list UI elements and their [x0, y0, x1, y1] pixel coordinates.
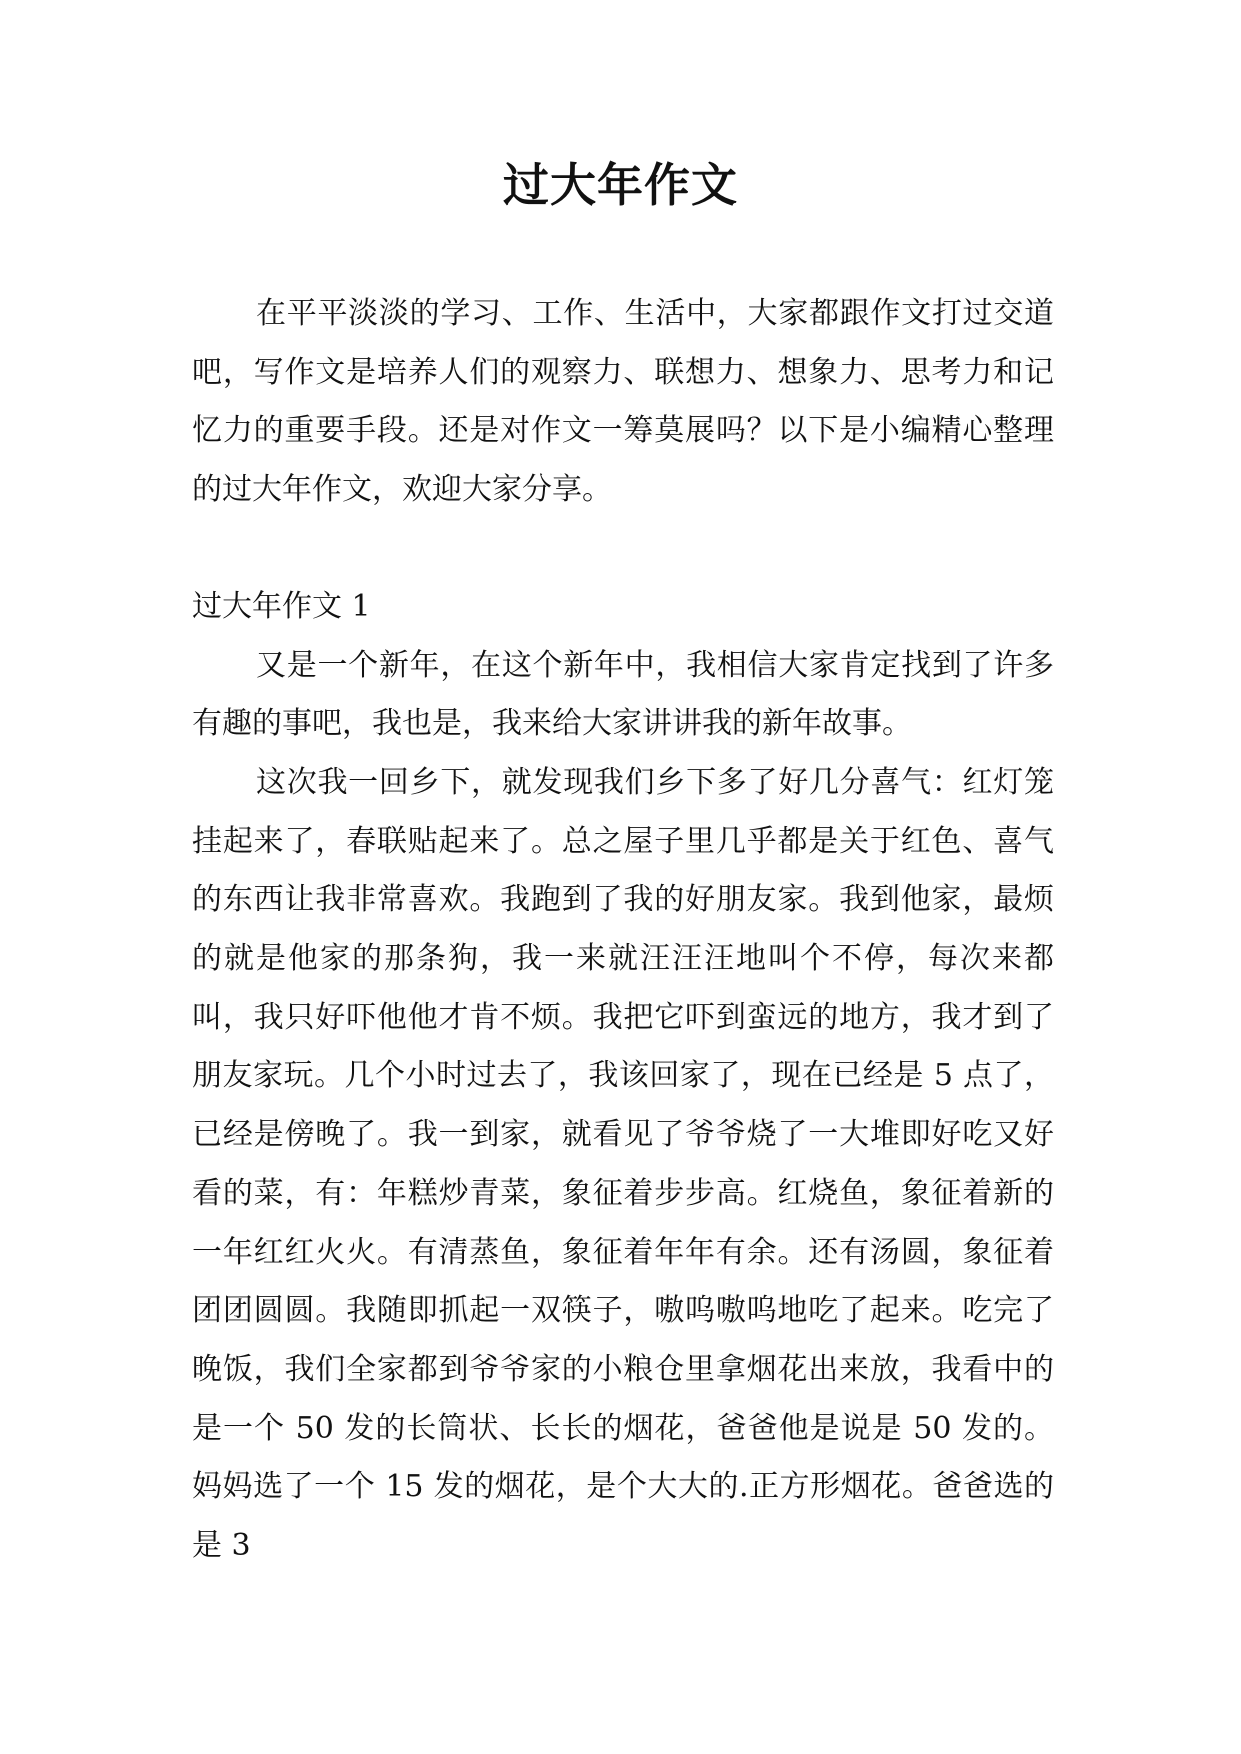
intro-paragraph: 在平平淡淡的学习、工作、生活中，大家都跟作文打过交道吧，写作文是培养人们的观察力、联想力、想象力、思考力和记忆力的重要手段。还是对作文一筹莫展吗？以下是小编精心整理的过大年作文，欢迎大家分享。: [192, 296, 1054, 508]
body-paragraph-1: 又是一个新年，在这个新年中，我相信大家肯定找到了许多有趣的事吧，我也是，我来给大家讲讲我的新年故事。: [192, 647, 1054, 742]
document-body: [192, 285, 1054, 1576]
section-heading: 过大年作文 1: [192, 588, 371, 624]
document-title: 过大年作文: [503, 158, 738, 212]
body-paragraph-2: 这次我一回乡下，就发现我们乡下多了好几分喜气：红灯笼挂起来了，春联贴起来了。总之屋子里几乎都是关于红色、喜气的东西让我非常喜欢。我跑到了我的好朋友家。我到他家，最烦的就是他家的那条狗，我一来就汪汪汪地叫个不停，每次来都叫，我只好吓他他才肯不烦。我把它吓到蛮远的地方，我才到了朋友家玩。几个小时过去了，我该回家了，现在已经是 5 点了，已经是傍晚了。我一到家，就看见了爷爷烧了一大堆即好吃又好看的菜，有：年糕炒青菜，象征着步步高。红烧鱼，象征着新的一年红红火火。有清蒸鱼，象征着年年有余。还有汤圆，象征着团团圆圆。我随即抓起一双筷子，嗷呜嗷呜地吃了起来。吃完了晚饭，我们全家都到爷爷家的小粮仓里拿烟花出来放，我看中的是一个 50 发的长筒状、长长的烟花，爸爸他是说是 50 发的。妈妈选了一个 15 发的烟花，是个大大的.正方形烟花。爸爸选的是 3: [192, 764, 1054, 1564]
